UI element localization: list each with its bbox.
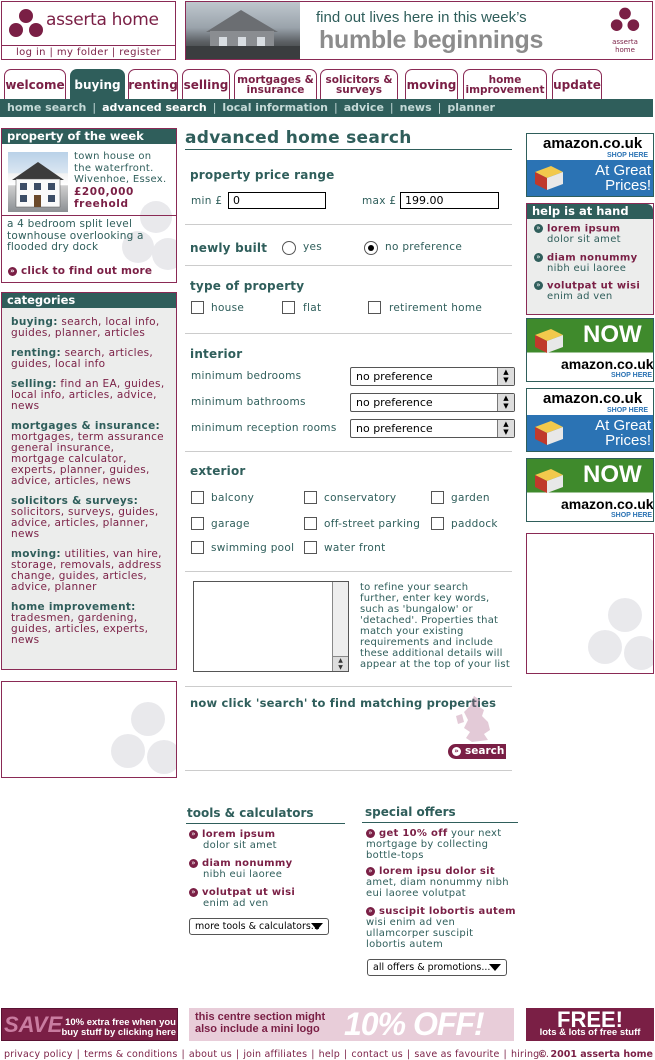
category-links[interactable]: search, local info, guides, planner, articles: [11, 316, 160, 339]
help-panel: [526, 203, 654, 315]
divider: [185, 451, 512, 452]
register-link[interactable]: register: [119, 47, 162, 58]
arrow-bullet-icon: »: [452, 747, 461, 756]
footer-link-about[interactable]: about us: [188, 1049, 232, 1060]
uk-map-icon: [452, 694, 494, 744]
tab-selling[interactable]: selling: [182, 69, 230, 99]
watermark-icon: [106, 697, 176, 777]
conservatory-checkbox[interactable]: [304, 491, 317, 504]
amazon-logo-text: amazon.co.uk: [543, 135, 643, 152]
divider: [185, 224, 512, 225]
category-selling: [11, 379, 168, 412]
help-item[interactable]: » lorem ipsum dolor sit amet: [534, 224, 648, 246]
min-bedrooms-select[interactable]: [350, 367, 515, 386]
dropdown-label: all offers & promotions...: [373, 962, 491, 973]
category-links[interactable]: tradesmen, gardening, guides, articles, experts, news: [11, 612, 149, 646]
tab-update[interactable]: update: [552, 69, 602, 99]
arrow-bullet-icon: »: [534, 253, 543, 262]
keywords-textarea[interactable]: [193, 581, 349, 672]
free-stuff-banner[interactable]: [526, 1008, 654, 1041]
garage-checkbox[interactable]: [191, 517, 204, 530]
water-front-label: water front: [324, 542, 386, 554]
offers-title: special offers: [365, 805, 456, 819]
select-arrows-icon: ▲ ▼: [497, 394, 514, 411]
arrow-bullet-icon: »: [189, 830, 198, 839]
offer-item[interactable]: » get 10% off your next mortgage by collecting bottle-tops: [366, 828, 502, 861]
tools-item[interactable]: » diam nonummy nibh eui laoree: [189, 858, 292, 880]
category-renting: [11, 348, 168, 370]
category-heading: buying:: [11, 316, 58, 328]
min-price-input[interactable]: 0: [228, 192, 326, 209]
save-banner[interactable]: [1, 1008, 178, 1041]
textarea-scrollbar[interactable]: [332, 582, 348, 671]
category-heading: selling:: [11, 378, 57, 390]
footer-links: privacy policy | terms & conditions | about us | join affiliates | help | contact us | save as favourite | hiring...: [4, 1049, 550, 1060]
retirement-home-checkbox[interactable]: [368, 301, 381, 314]
arrow-bullet-icon: »: [534, 224, 543, 233]
keywords-help-text: to refine your search further, enter key words, such as 'bungalow' or 'detached'. Properties that match your existing requirements and include these additional details will appear at the top of your list: [360, 582, 510, 670]
divider: [185, 333, 512, 334]
flat-checkbox[interactable]: [282, 301, 295, 314]
balcony-checkbox[interactable]: [191, 491, 204, 504]
amazon-logo-text: amazon.co.uk: [561, 496, 654, 512]
chevron-down-icon: [489, 964, 501, 971]
tools-item[interactable]: » volutpat ut wisi enim ad ven: [189, 887, 295, 909]
free-banner-text: lots & lots of free stuff: [539, 1027, 641, 1038]
water-front-checkbox[interactable]: [304, 541, 317, 554]
tools-title: tools & calculators: [187, 806, 314, 820]
offers-divider: [362, 822, 518, 823]
tab-welcome[interactable]: welcome: [4, 69, 66, 99]
help-item[interactable]: » diam nonummy nibh eui laoree: [534, 253, 648, 275]
newly-built-no-preference-radio[interactable]: [364, 241, 378, 255]
save-banner-text: 10% extra free when you buy stuff by clicking here: [61, 1017, 176, 1038]
categories-panel: [1, 292, 177, 670]
garden-label: garden: [451, 492, 490, 504]
divider: [185, 770, 512, 771]
category-heading: home improvement:: [11, 601, 136, 613]
categories-title: categories: [2, 293, 176, 308]
account-links: log in | my folder | register: [2, 45, 175, 59]
logo-mark-icon: [8, 8, 44, 42]
tools-item[interactable]: » lorem ipsum dolor sit amet: [189, 829, 277, 851]
min-bedrooms-label: minimum bedrooms: [191, 370, 302, 382]
amazon-logo-text: amazon.co.uk: [543, 390, 643, 407]
property-type-title: type of property: [190, 279, 305, 293]
swimming-pool-label: swimming pool: [211, 542, 295, 554]
tab-home-improvement[interactable]: home improvement: [463, 69, 547, 99]
all-offers-dropdown[interactable]: [367, 959, 507, 976]
amazon-ad-3[interactable]: [526, 388, 654, 452]
category-links[interactable]: find an EA, guides, local info, articles, advice, news: [11, 378, 165, 412]
login-link[interactable]: log in: [15, 47, 46, 58]
amazon-shop-here: SHOP HERE: [611, 512, 653, 519]
tab-solicitors-surveys[interactable]: solicitors & surveys: [320, 69, 398, 99]
flat-label: flat: [303, 302, 322, 314]
tab-mortgages-insurance[interactable]: mortgages & insurance: [234, 69, 317, 99]
arrow-bullet-icon: »: [8, 267, 17, 276]
arrow-bullet-icon: »: [189, 859, 198, 868]
category-heading: solicitors & surveys:: [11, 495, 139, 507]
site-logo-box: [1, 1, 176, 60]
banner-line1: find out lives here in this week’s: [316, 9, 527, 26]
conservatory-label: conservatory: [324, 492, 397, 504]
book-icon: [533, 164, 565, 192]
copyright: © 2001 asserta home: [537, 1049, 653, 1060]
paddock-label: paddock: [451, 518, 498, 530]
search-cta-text: now click 'search' to find matching properties: [190, 696, 497, 710]
help-title: help is at hand: [527, 204, 653, 219]
interior-title: interior: [190, 347, 243, 361]
tab-renting[interactable]: renting: [128, 69, 178, 99]
dropdown-label: more tools & calculators...: [195, 921, 320, 932]
min-bathrooms-select[interactable]: [350, 393, 515, 412]
swimming-pool-checkbox[interactable]: [191, 541, 204, 554]
select-arrows-icon: ▲ ▼: [497, 420, 514, 437]
price-range-title: property price range: [190, 168, 335, 182]
select-value: no preference: [356, 370, 433, 383]
find-out-more-label: click to find out more: [21, 265, 153, 277]
search-button[interactable]: [448, 744, 506, 759]
subnav-advice[interactable]: advice: [343, 101, 384, 114]
divider: [185, 571, 512, 572]
select-value: no preference: [356, 422, 433, 435]
off-street-parking-checkbox[interactable]: [304, 517, 317, 530]
min-bathrooms-label: minimum bathrooms: [191, 396, 306, 408]
exterior-title: exterior: [190, 464, 246, 478]
right-ad-space: [526, 533, 654, 674]
potw-title: property of the week: [2, 129, 176, 144]
offer-item[interactable]: » suscipit lobortis autem wisi enim ad ven ullamcorper suscipit lobortis autem: [366, 906, 516, 950]
logo-text: asserta home: [46, 10, 159, 30]
title-divider: [185, 149, 512, 150]
min-reception-rooms-select[interactable]: [350, 419, 515, 438]
newly-built-yes-label: yes: [303, 241, 323, 253]
garden-checkbox[interactable]: [431, 491, 444, 504]
property-photo[interactable]: [8, 152, 68, 212]
amazon-logo-text: amazon.co.uk: [561, 356, 654, 372]
newly-built-yes-radio[interactable]: [282, 241, 296, 255]
banner-logo-text: asserta home: [612, 38, 638, 54]
offer-item[interactable]: » lorem ipsu dolor sit amet, diam nonummy nibh eui laoree volutpat: [366, 866, 509, 899]
footer-link-privacy[interactable]: privacy policy: [4, 1049, 73, 1060]
amazon-ad-1[interactable]: [526, 133, 654, 197]
min-price-label: min £: [191, 195, 223, 207]
book-icon: [533, 419, 565, 447]
amazon-ad-2[interactable]: [526, 318, 654, 382]
tools-divider: [186, 823, 345, 824]
divider: [185, 265, 512, 266]
footer-link-favourite[interactable]: save as favourite: [414, 1049, 500, 1060]
search-button-label: search: [465, 745, 505, 757]
arrow-bullet-icon: »: [534, 281, 543, 290]
min-reception-rooms-label: minimum reception rooms: [191, 422, 337, 434]
subnav-news[interactable]: news: [399, 101, 432, 114]
garage-label: garage: [211, 518, 250, 530]
newly-built-title: newly built: [190, 241, 268, 255]
subnav-home-search[interactable]: home search: [7, 101, 87, 114]
free-big-text: FREE!: [557, 1008, 623, 1032]
category-heading: mortgages & insurance:: [11, 420, 160, 432]
category-heading: renting:: [11, 347, 61, 359]
category-heading: moving:: [11, 548, 61, 560]
arrow-bullet-icon: »: [366, 907, 375, 916]
arrow-bullet-icon: »: [366, 829, 375, 838]
property-of-week-panel: [1, 128, 177, 283]
category-home-improvement: [11, 602, 168, 646]
main-tabs: [4, 69, 653, 99]
scroll-arrows-icon[interactable]: ▲ ▼: [333, 656, 348, 671]
amazon-great-prices: At Great Prices!: [595, 162, 651, 194]
header-banner-ad[interactable]: [185, 1, 653, 60]
amazon-now: NOW: [583, 461, 642, 488]
property-price: £200,000 freehold: [74, 186, 134, 210]
max-price-label: max £: [362, 195, 397, 207]
category-links[interactable]: utilities, van hire, storage, removals, address change, guides, articles, advice, planner: [11, 548, 162, 593]
category-solicitors: [11, 496, 168, 540]
help-item[interactable]: » volutpat ut wisi enim ad ven: [534, 281, 648, 303]
house-label: house: [211, 302, 245, 314]
max-price-input[interactable]: 199.00: [400, 192, 499, 209]
save-big-text: SAVE: [4, 1012, 63, 1037]
watermark-icon: [583, 593, 653, 673]
newly-built-no-preference-label: no preference: [385, 241, 463, 253]
banner-house-photo: [186, 2, 300, 59]
category-links[interactable]: mortgages, term assurance general insurance, mortgage calculator, experts, planner, guides, advice, articles, news: [11, 431, 164, 487]
tab-moving[interactable]: moving: [405, 69, 458, 99]
category-buying: [11, 317, 168, 339]
subnav-planner[interactable]: planner: [447, 101, 495, 114]
off-street-parking-label: off-street parking: [324, 518, 421, 530]
left-ad-space: [1, 681, 177, 778]
property-description: town house on the waterfront. Wivenhoe, Essex.: [74, 151, 167, 185]
select-value: no preference: [356, 396, 433, 409]
house-checkbox[interactable]: [191, 301, 204, 314]
my-folder-link[interactable]: my folder: [56, 47, 109, 58]
footer-link-contact[interactable]: contact us: [351, 1049, 403, 1060]
category-links[interactable]: search, articles, guides, local info: [11, 347, 154, 370]
banner-logo: [604, 6, 646, 56]
arrow-bullet-icon: »: [189, 888, 198, 897]
footer-link-hiring[interactable]: hiring...: [510, 1049, 550, 1060]
amazon-shop-here: SHOP HERE: [607, 152, 649, 159]
centre-offer-banner[interactable]: [189, 1008, 514, 1041]
more-tools-dropdown[interactable]: [189, 918, 329, 935]
paddock-checkbox[interactable]: [431, 517, 444, 530]
amazon-great-prices: At Great Prices!: [595, 417, 651, 449]
tab-buying[interactable]: buying: [70, 69, 125, 99]
subnav-local-information[interactable]: local information: [222, 101, 328, 114]
amazon-shop-here: SHOP HERE: [611, 372, 653, 379]
page-title: advanced home search: [185, 128, 412, 148]
footer-link-terms[interactable]: terms & conditions: [84, 1049, 178, 1060]
amazon-ad-4[interactable]: [526, 458, 654, 522]
property-summary: a 4 bedroom split level townhouse overlooking a flooded dry dock: [2, 215, 176, 257]
chevron-down-icon: [311, 923, 323, 930]
retirement-home-label: retirement home: [389, 302, 483, 314]
arrow-bullet-icon: »: [366, 867, 375, 876]
category-links[interactable]: solicitors, surveys, guides, advice, articles, planner, news: [11, 506, 159, 540]
select-arrows-icon: ▲ ▼: [497, 368, 514, 385]
find-out-more-link[interactable]: [8, 265, 152, 277]
balcony-label: balcony: [211, 492, 255, 504]
book-icon: [533, 467, 565, 495]
banner-line2: humble beginnings: [319, 26, 544, 54]
logo-mark-icon: [610, 6, 640, 36]
footer-link-affiliates[interactable]: join affiliates: [243, 1049, 308, 1060]
subnav-advanced-search[interactable]: advanced search: [102, 101, 207, 114]
amazon-shop-here: SHOP HERE: [607, 407, 649, 414]
book-icon: [533, 327, 565, 355]
category-moving: [11, 549, 168, 593]
amazon-now: NOW: [583, 321, 642, 348]
footer-link-help[interactable]: help: [318, 1049, 340, 1060]
divider: [185, 686, 512, 687]
centre-banner-big: 10% OFF!: [344, 1008, 484, 1041]
category-mortgages: [11, 421, 168, 487]
sub-navigation: home search | advanced search | local information | advice | news | planner: [0, 99, 653, 117]
centre-banner-text: this centre section might also include a mini logo: [195, 1011, 326, 1035]
